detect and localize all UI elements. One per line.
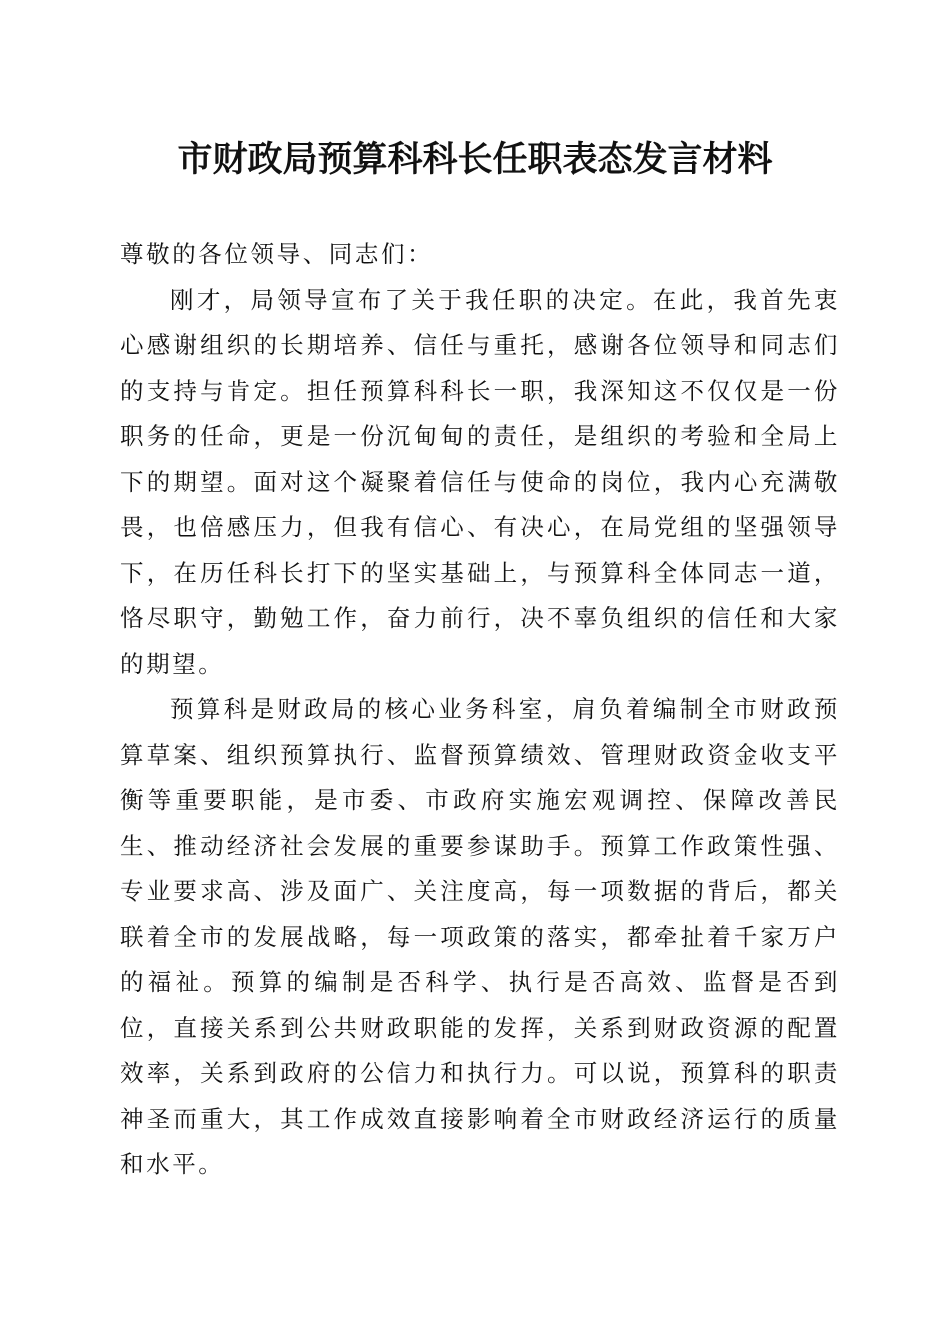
document-title: 市财政局预算科科长任职表态发言材料: [177, 139, 773, 180]
paragraph-2: 预算科是财政局的核心业务科室，肩负着编制全市财政预算草案、组织预算执行、监督预算绩效、管理财政资金收支平衡等重要职能，是市委、市政府实施宏观调控、保障改善民生、推动经济社会发展的重要参谋助手。预算工作政策性强、专业要求高、涉及面广、关注度高，每一项数据的背后，都关联着全市的发展战略，每一项政策的落实，都牵扯着千家万户的福祉。预算的编制是否科学、执行是否高效、监督是否到位，直接关系到公共财政职能的发挥，关系到财政资源的配置效率，关系到政府的公信力和执行力。可以说，预算科的职责神圣而重大，其工作成效直接影响着全市财政经济运行的质量和水平。: [120, 695, 840, 1178]
document-body: [120, 232, 840, 1188]
paragraph-1: 刚才，局领导宣布了关于我任职的决定。在此，我首先衷心感谢组织的长期培养、信任与重托，感谢各位领导和同志们的支持与肯定。担任预算科科长一职，我深知这不仅仅是一份职务的任命，更是一份沉甸甸的责任，是组织的考验和全局上下的期望。面对这个凝聚着信任与使命的岗位，我内心充满敬畏，也倍感压力，但我有信心、有决心，在局党组的坚强领导下，在历任科长打下的坚实基础上，与预算科全体同志一道，恪尽职守，勤勉工作，奋力前行，决不辜负组织的信任和大家的期望。: [120, 285, 840, 678]
greeting: 尊敬的各位领导、同志们：: [120, 240, 434, 268]
